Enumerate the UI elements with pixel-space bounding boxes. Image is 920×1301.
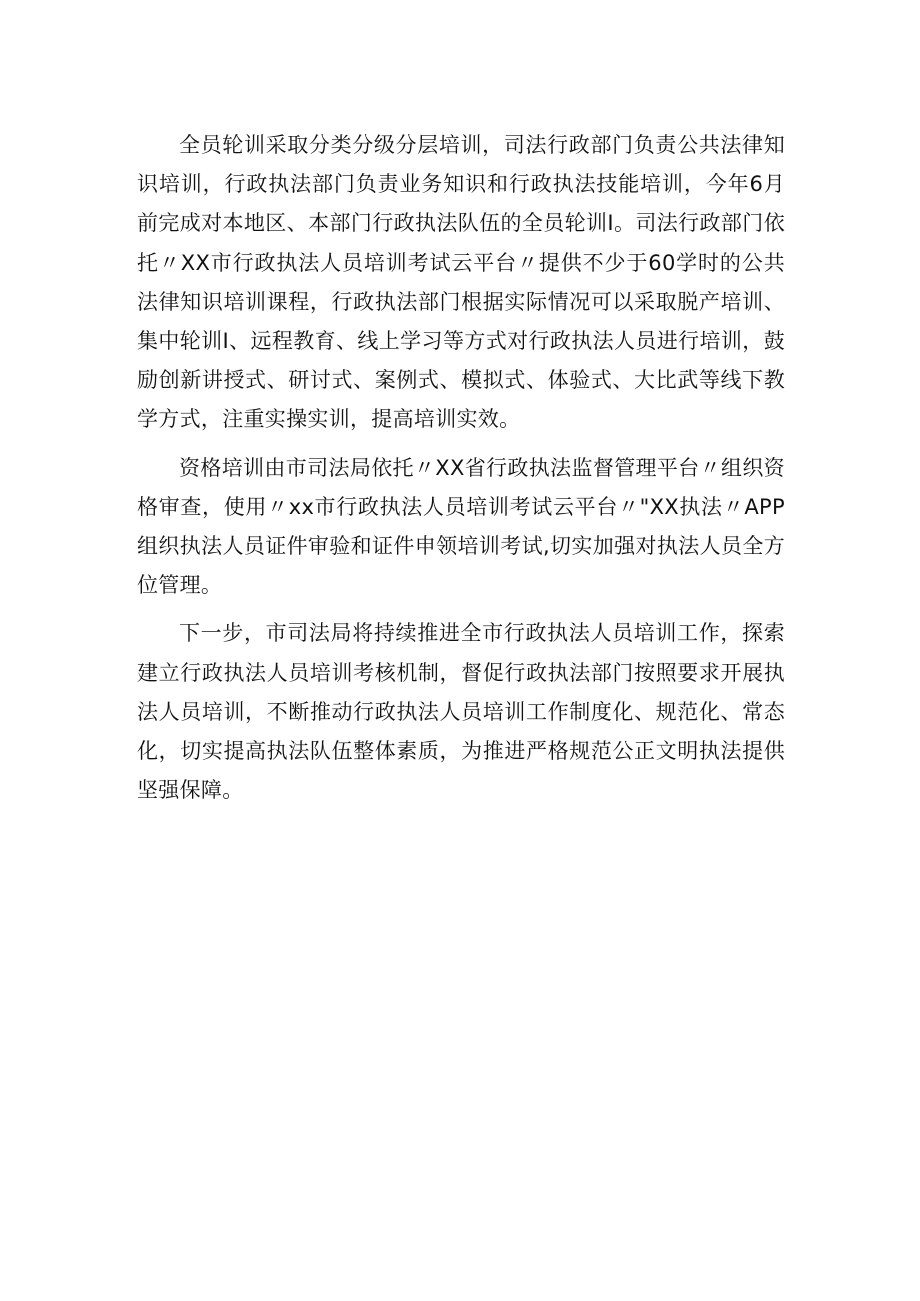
paragraph-3: 下一步，市司法局将持续推进全市行政执法人员培训工作，探索建立行政执法人员培训考核机制，督促行政执法部门按照要求开展执法人员培训，不断推动行政执法人员培训工作制度化、规范化、常态化，切实提高执法队伍整体素质，为推进严格规范公正文明执法提供坚强保障。: [137, 621, 785, 803]
document-body: [137, 126, 785, 819]
paragraph-1: 全员轮训采取分类分级分层培训，司法行政部门负责公共法律知识培训，行政执法部门负责业务知识和行政执法技能培训，今年6月前完成对本地区、本部门行政执法队伍的全员轮训I。司法行政部门依托〃XX市行政执法人员培训考试云平台〃提供不少于60学时的公共法律知识培训课程，行政执法部门根据实际情况可以采取脱产培训、集中轮训I、远程教育、线上学习等方式对行政执法人员进行培训，鼓励创新讲授式、研讨式、案例式、模拟式、体验式、大比武等线下教学方式，注重实操实训，提高培训实效。: [137, 133, 785, 432]
paragraph-2: 资格培训由市司法局依托〃XX省行政执法监督管理平台〃组织资格审查，使用〃xx市行政执法人员培训考试云平台〃"XX执法〃APP组织执法人员证件审验和证件申领培训考试,切实加强对执法人员全方位管理。: [137, 455, 785, 598]
